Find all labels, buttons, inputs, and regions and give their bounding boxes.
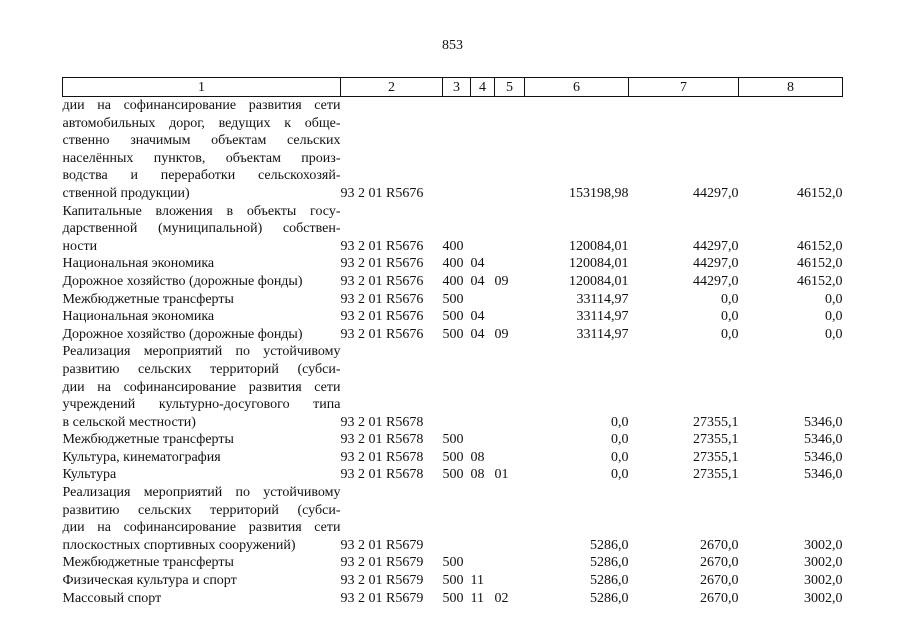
header-col-6: 6 (525, 78, 629, 97)
expense-type-cell: 500 (442, 291, 464, 307)
table-header (63, 78, 843, 97)
amount-col-6-cell: 5286,0 (590, 573, 629, 589)
item-name-line: плоскостных спортивных сооружений) (62, 537, 296, 553)
item-name-cell (63, 291, 341, 309)
expense-type-cell: 400 (442, 238, 464, 254)
subsection-cell (495, 572, 525, 590)
amount-col-6-cell: 5286,0 (590, 590, 629, 606)
amount-col-8-cell: 3002,0 (804, 573, 843, 589)
item-name-line: населённых пунктов, объектам произ- (62, 150, 341, 166)
item-name-line: Национальная экономика (62, 256, 215, 272)
header-col-4: 4 (471, 78, 495, 97)
target-code-cell: 93 2 01 R5676 (340, 256, 424, 272)
item-name-line: Физическая культура и спорт (62, 573, 237, 589)
subsection-cell: 01 (494, 467, 509, 483)
amount-col-8-cell: 46152,0 (797, 273, 843, 289)
item-name-cell (63, 343, 341, 431)
amount-col-6-cell: 33114,97 (576, 326, 629, 342)
budget-table (62, 77, 843, 607)
item-name-line: Капитальные вложения в объекты госу- (62, 203, 341, 219)
item-name-line: Дорожное хозяйство (дорожные фонды) (62, 326, 303, 342)
table-row (63, 343, 843, 431)
target-code-cell: 93 2 01 R5676 (340, 273, 424, 289)
expense-type-cell: 500 (442, 467, 464, 483)
amount-col-7-cell: 27355,1 (693, 432, 739, 448)
amount-col-8-cell: 5346,0 (804, 467, 843, 483)
item-name-line: ственно значимым объектам сельских (62, 133, 341, 149)
item-name-line: Культура, кинематография (62, 449, 221, 465)
amount-col-7-cell: 0,0 (721, 326, 739, 342)
subsection-cell: 02 (494, 590, 509, 606)
item-name-line: автомобильных дорог, ведущих к обще- (62, 115, 341, 131)
target-code-cell: 93 2 01 R5676 (340, 238, 424, 254)
item-name-line: дии на софинансирование развития сети (62, 379, 341, 395)
target-code-cell: 93 2 01 R5678 (340, 449, 424, 465)
expense-type-cell: 500 (442, 555, 464, 571)
item-name-cell (63, 326, 341, 344)
amount-col-8-cell: 5346,0 (804, 432, 843, 448)
section-cell (471, 484, 495, 554)
item-name-cell (63, 431, 341, 449)
subsection-cell (495, 484, 525, 554)
table-row (63, 484, 843, 554)
section-cell (471, 97, 495, 203)
amount-col-8-cell: 5346,0 (804, 449, 843, 465)
item-name-line: дии на софинансирование развития сети (62, 520, 341, 536)
target-code-cell: 93 2 01 R5676 (340, 185, 424, 201)
item-name-cell (63, 308, 341, 326)
subsection-cell (495, 554, 525, 572)
section-cell: 04 (470, 309, 485, 325)
amount-col-8-cell: 3002,0 (804, 555, 843, 571)
item-name-line: дии на софинансирование развития сети (62, 98, 341, 113)
amount-col-6-cell: 33114,97 (576, 291, 629, 307)
subsection-cell (495, 449, 525, 467)
header-col-7: 7 (629, 78, 739, 97)
target-code-cell: 93 2 01 R5678 (340, 432, 424, 448)
section-cell (471, 554, 495, 572)
amount-col-7-cell: 27355,1 (693, 449, 739, 465)
expense-type-cell: 500 (442, 449, 464, 465)
expense-type-cell: 500 (442, 432, 464, 448)
subsection-cell (495, 431, 525, 449)
subsection-cell (495, 343, 525, 431)
target-code-cell: 93 2 01 R5676 (340, 326, 424, 342)
target-code-cell: 93 2 01 R5678 (340, 414, 424, 430)
item-name-line: ности (62, 238, 98, 254)
expense-type-cell: 400 (442, 273, 464, 289)
table-row (63, 203, 843, 256)
target-code-cell: 93 2 01 R5679 (340, 590, 424, 606)
amount-col-8-cell: 3002,0 (804, 537, 843, 553)
target-code-cell: 93 2 01 R5679 (340, 555, 424, 571)
section-cell (471, 291, 495, 309)
item-name-cell (63, 449, 341, 467)
table-row (63, 255, 843, 273)
section-cell: 08 (470, 467, 485, 483)
amount-col-7-cell: 2670,0 (700, 537, 739, 553)
table-row (63, 308, 843, 326)
amount-col-8-cell: 46152,0 (797, 185, 843, 201)
subsection-cell (495, 203, 525, 256)
amount-col-7-cell: 27355,1 (693, 414, 739, 430)
header-col-5: 5 (495, 78, 525, 97)
expense-type-cell: 500 (442, 590, 464, 606)
amount-col-8-cell: 5346,0 (804, 414, 843, 430)
amount-col-8-cell: 46152,0 (797, 256, 843, 272)
amount-col-7-cell: 27355,1 (693, 467, 739, 483)
table-body (63, 97, 843, 608)
subsection-cell: 09 (494, 326, 509, 342)
expense-type-cell (443, 97, 471, 203)
item-name-line: ственной продукции) (62, 185, 190, 201)
header-col-2: 2 (341, 78, 443, 97)
amount-col-8-cell: 46152,0 (797, 238, 843, 254)
amount-col-6-cell: 0,0 (611, 432, 629, 448)
item-name-line: Реализация мероприятий по устойчивому (62, 344, 341, 360)
amount-col-6-cell: 120084,01 (569, 273, 629, 289)
amount-col-6-cell: 0,0 (611, 449, 629, 465)
amount-col-6-cell: 5286,0 (590, 537, 629, 553)
table-row (63, 590, 843, 608)
amount-col-7-cell: 0,0 (721, 291, 739, 307)
section-cell: 11 (470, 573, 484, 589)
subsection-cell (495, 308, 525, 326)
table-row (63, 466, 843, 484)
target-code-cell: 93 2 01 R5678 (340, 467, 424, 483)
section-cell: 04 (470, 256, 485, 272)
amount-col-6-cell: 5286,0 (590, 555, 629, 571)
amount-col-8-cell: 0,0 (825, 326, 843, 342)
item-name-line: Национальная экономика (62, 309, 215, 325)
amount-col-8-cell: 0,0 (825, 309, 843, 325)
amount-col-6-cell: 153198,98 (569, 185, 629, 201)
expense-type-cell: 500 (442, 309, 464, 325)
amount-col-6-cell: 33114,97 (576, 309, 629, 325)
target-code-cell: 93 2 01 R5676 (340, 291, 424, 307)
item-name-cell (63, 97, 341, 203)
table-row (63, 97, 843, 203)
amount-col-7-cell: 0,0 (721, 309, 739, 325)
table-row (63, 291, 843, 309)
item-name-cell (63, 255, 341, 273)
page-number: 853 (442, 38, 463, 53)
section-cell (471, 343, 495, 431)
section-cell: 04 (470, 326, 485, 342)
table-row (63, 449, 843, 467)
amount-col-6-cell: 120084,01 (569, 256, 629, 272)
item-name-cell (63, 554, 341, 572)
item-name-cell (63, 466, 341, 484)
amount-col-6-cell: 120084,01 (569, 238, 629, 254)
item-name-cell (63, 484, 341, 554)
amount-col-6-cell: 0,0 (611, 467, 629, 483)
section-cell (471, 203, 495, 256)
item-name-line: развитию сельских территорий (субси- (62, 361, 341, 377)
item-name-line: водства и переработки сельскохозяй- (62, 168, 341, 184)
amount-col-8-cell: 0,0 (825, 291, 843, 307)
subsection-cell (495, 97, 525, 203)
item-name-line: Межбюджетные трансферты (62, 291, 234, 307)
header-col-8: 8 (739, 78, 843, 97)
item-name-line: Межбюджетные трансферты (62, 555, 234, 571)
subsection-cell (495, 255, 525, 273)
header-row (63, 78, 843, 97)
amount-col-7-cell: 44297,0 (693, 238, 739, 254)
item-name-line: Дорожное хозяйство (дорожные фонды) (62, 273, 303, 289)
amount-col-7-cell: 44297,0 (693, 185, 739, 201)
item-name-cell (63, 273, 341, 291)
target-code-cell: 93 2 01 R5676 (340, 309, 424, 325)
target-code-cell: 93 2 01 R5679 (340, 537, 424, 553)
item-name-line: в сельской местности) (62, 414, 196, 430)
subsection-cell: 09 (494, 273, 509, 289)
section-cell: 04 (470, 273, 485, 289)
amount-col-8-cell: 3002,0 (804, 590, 843, 606)
subsection-cell (495, 291, 525, 309)
expense-type-cell: 500 (442, 573, 464, 589)
amount-col-7-cell: 2670,0 (700, 573, 739, 589)
amount-col-7-cell: 44297,0 (693, 273, 739, 289)
expense-type-cell: 500 (442, 326, 464, 342)
amount-col-7-cell: 44297,0 (693, 256, 739, 272)
expense-type-cell: 400 (442, 256, 464, 272)
table-row (63, 554, 843, 572)
item-name-cell (63, 572, 341, 590)
item-name-line: Реализация мероприятий по устойчивому (62, 485, 341, 501)
item-name-line: учреждений культурно-досугового типа (62, 397, 341, 413)
item-name-line: Массовый спорт (62, 590, 162, 606)
item-name-line: Культура (62, 467, 117, 483)
table-row (63, 326, 843, 344)
item-name-cell (63, 203, 341, 256)
header-col-3: 3 (443, 78, 471, 97)
section-cell: 08 (470, 449, 485, 465)
amount-col-7-cell: 2670,0 (700, 590, 739, 606)
section-cell (471, 431, 495, 449)
item-name-cell (63, 590, 341, 608)
header-col-1: 1 (63, 78, 341, 97)
item-name-line: дарственной (муниципальной) собствен- (62, 221, 341, 237)
amount-col-7-cell: 2670,0 (700, 555, 739, 571)
table-row (63, 431, 843, 449)
expense-type-cell (443, 343, 471, 431)
item-name-line: Межбюджетные трансферты (62, 432, 234, 448)
table-row (63, 273, 843, 291)
table-row (63, 572, 843, 590)
amount-col-6-cell: 0,0 (611, 414, 629, 430)
target-code-cell: 93 2 01 R5679 (340, 573, 424, 589)
expense-type-cell (443, 484, 471, 554)
section-cell: 11 (470, 590, 484, 606)
item-name-line: развитию сельских территорий (субси- (62, 502, 341, 518)
